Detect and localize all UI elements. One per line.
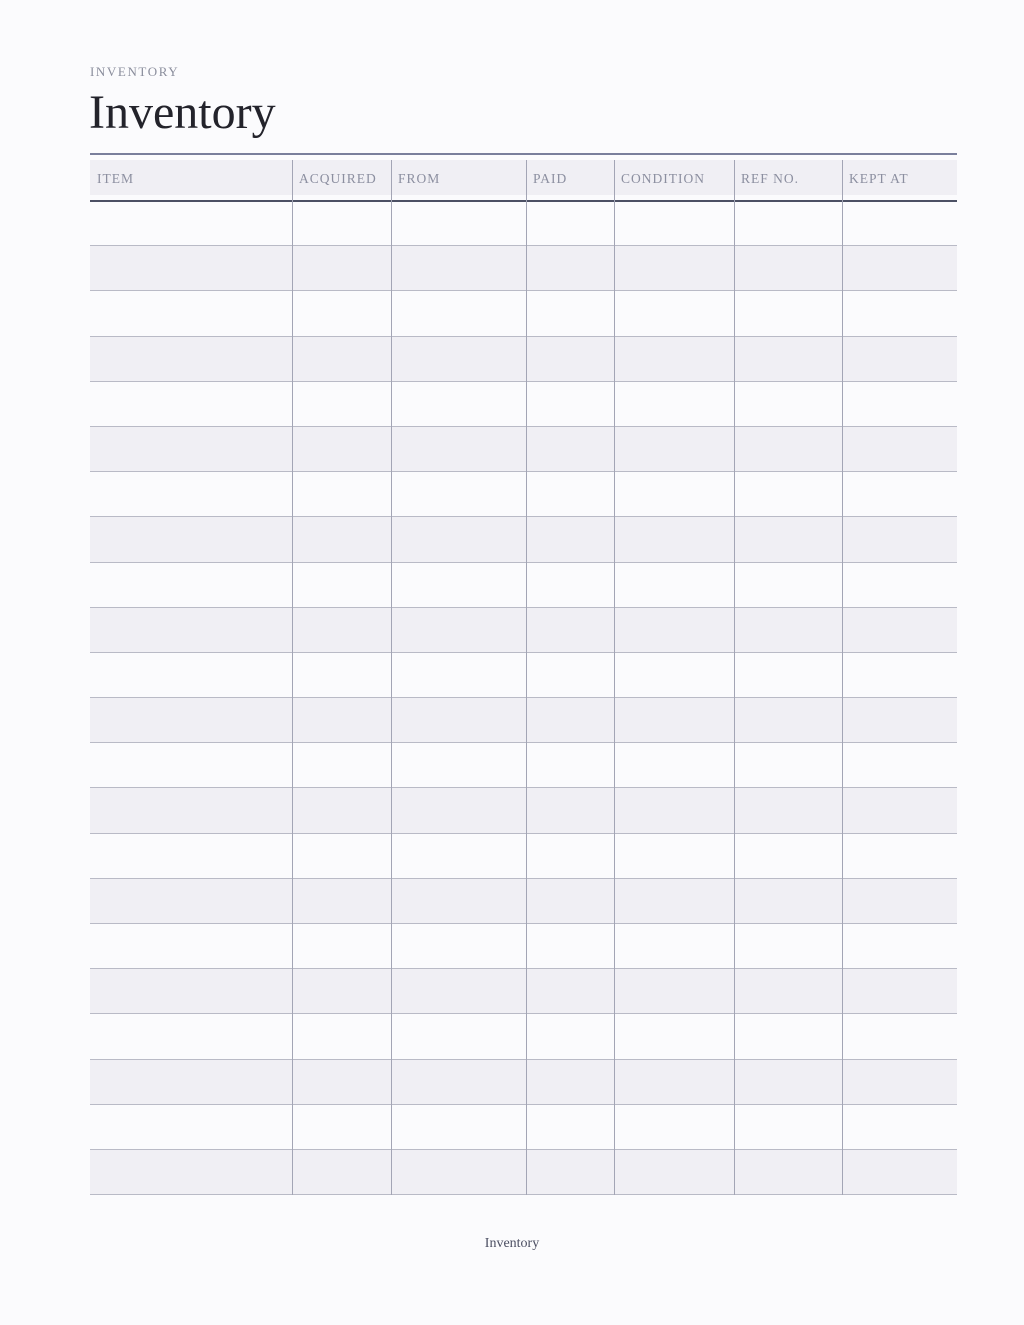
table-row[interactable]	[90, 246, 957, 291]
column-header-item: ITEM	[97, 171, 134, 186]
page-eyebrow: INVENTORY	[90, 64, 180, 79]
table-row[interactable]	[90, 201, 957, 246]
column-header-from: FROM	[398, 171, 441, 186]
column-divider	[391, 160, 392, 1195]
table-body	[90, 201, 957, 1195]
table-row[interactable]	[90, 1105, 957, 1150]
table-row[interactable]	[90, 608, 957, 653]
table-row[interactable]	[90, 698, 957, 743]
column-header-condition: CONDITION	[621, 171, 705, 186]
column-header-ref-no: REF NO.	[741, 171, 800, 186]
column-divider	[842, 160, 843, 1195]
title-rule	[90, 153, 957, 155]
column-header-kept-at: KEPT AT	[849, 171, 909, 186]
table-row[interactable]	[90, 1060, 957, 1105]
page-footer: Inventory	[484, 1236, 540, 1251]
table-row[interactable]	[90, 563, 957, 608]
table-row[interactable]	[90, 924, 957, 969]
table-row[interactable]	[90, 382, 957, 427]
table-row[interactable]	[90, 834, 957, 879]
table-row[interactable]	[90, 1150, 957, 1195]
table-row[interactable]	[90, 879, 957, 924]
table-row[interactable]	[90, 337, 957, 382]
table-row[interactable]	[90, 788, 957, 833]
table-row[interactable]	[90, 472, 957, 517]
table-row[interactable]	[90, 653, 957, 698]
column-divider	[526, 160, 527, 1195]
column-divider	[734, 160, 735, 1195]
inventory-table	[90, 160, 957, 195]
column-divider	[292, 160, 293, 1195]
table-row[interactable]	[90, 969, 957, 1014]
page-title: Inventory	[89, 86, 276, 139]
table-row[interactable]	[90, 291, 957, 336]
table-header	[90, 160, 957, 195]
table-row[interactable]	[90, 427, 957, 472]
table-row[interactable]	[90, 1014, 957, 1059]
table-row[interactable]	[90, 743, 957, 788]
column-header-paid: PAID	[533, 171, 568, 186]
column-divider	[614, 160, 615, 1195]
table-row[interactable]	[90, 517, 957, 562]
column-header-acquired: ACQUIRED	[299, 171, 377, 186]
